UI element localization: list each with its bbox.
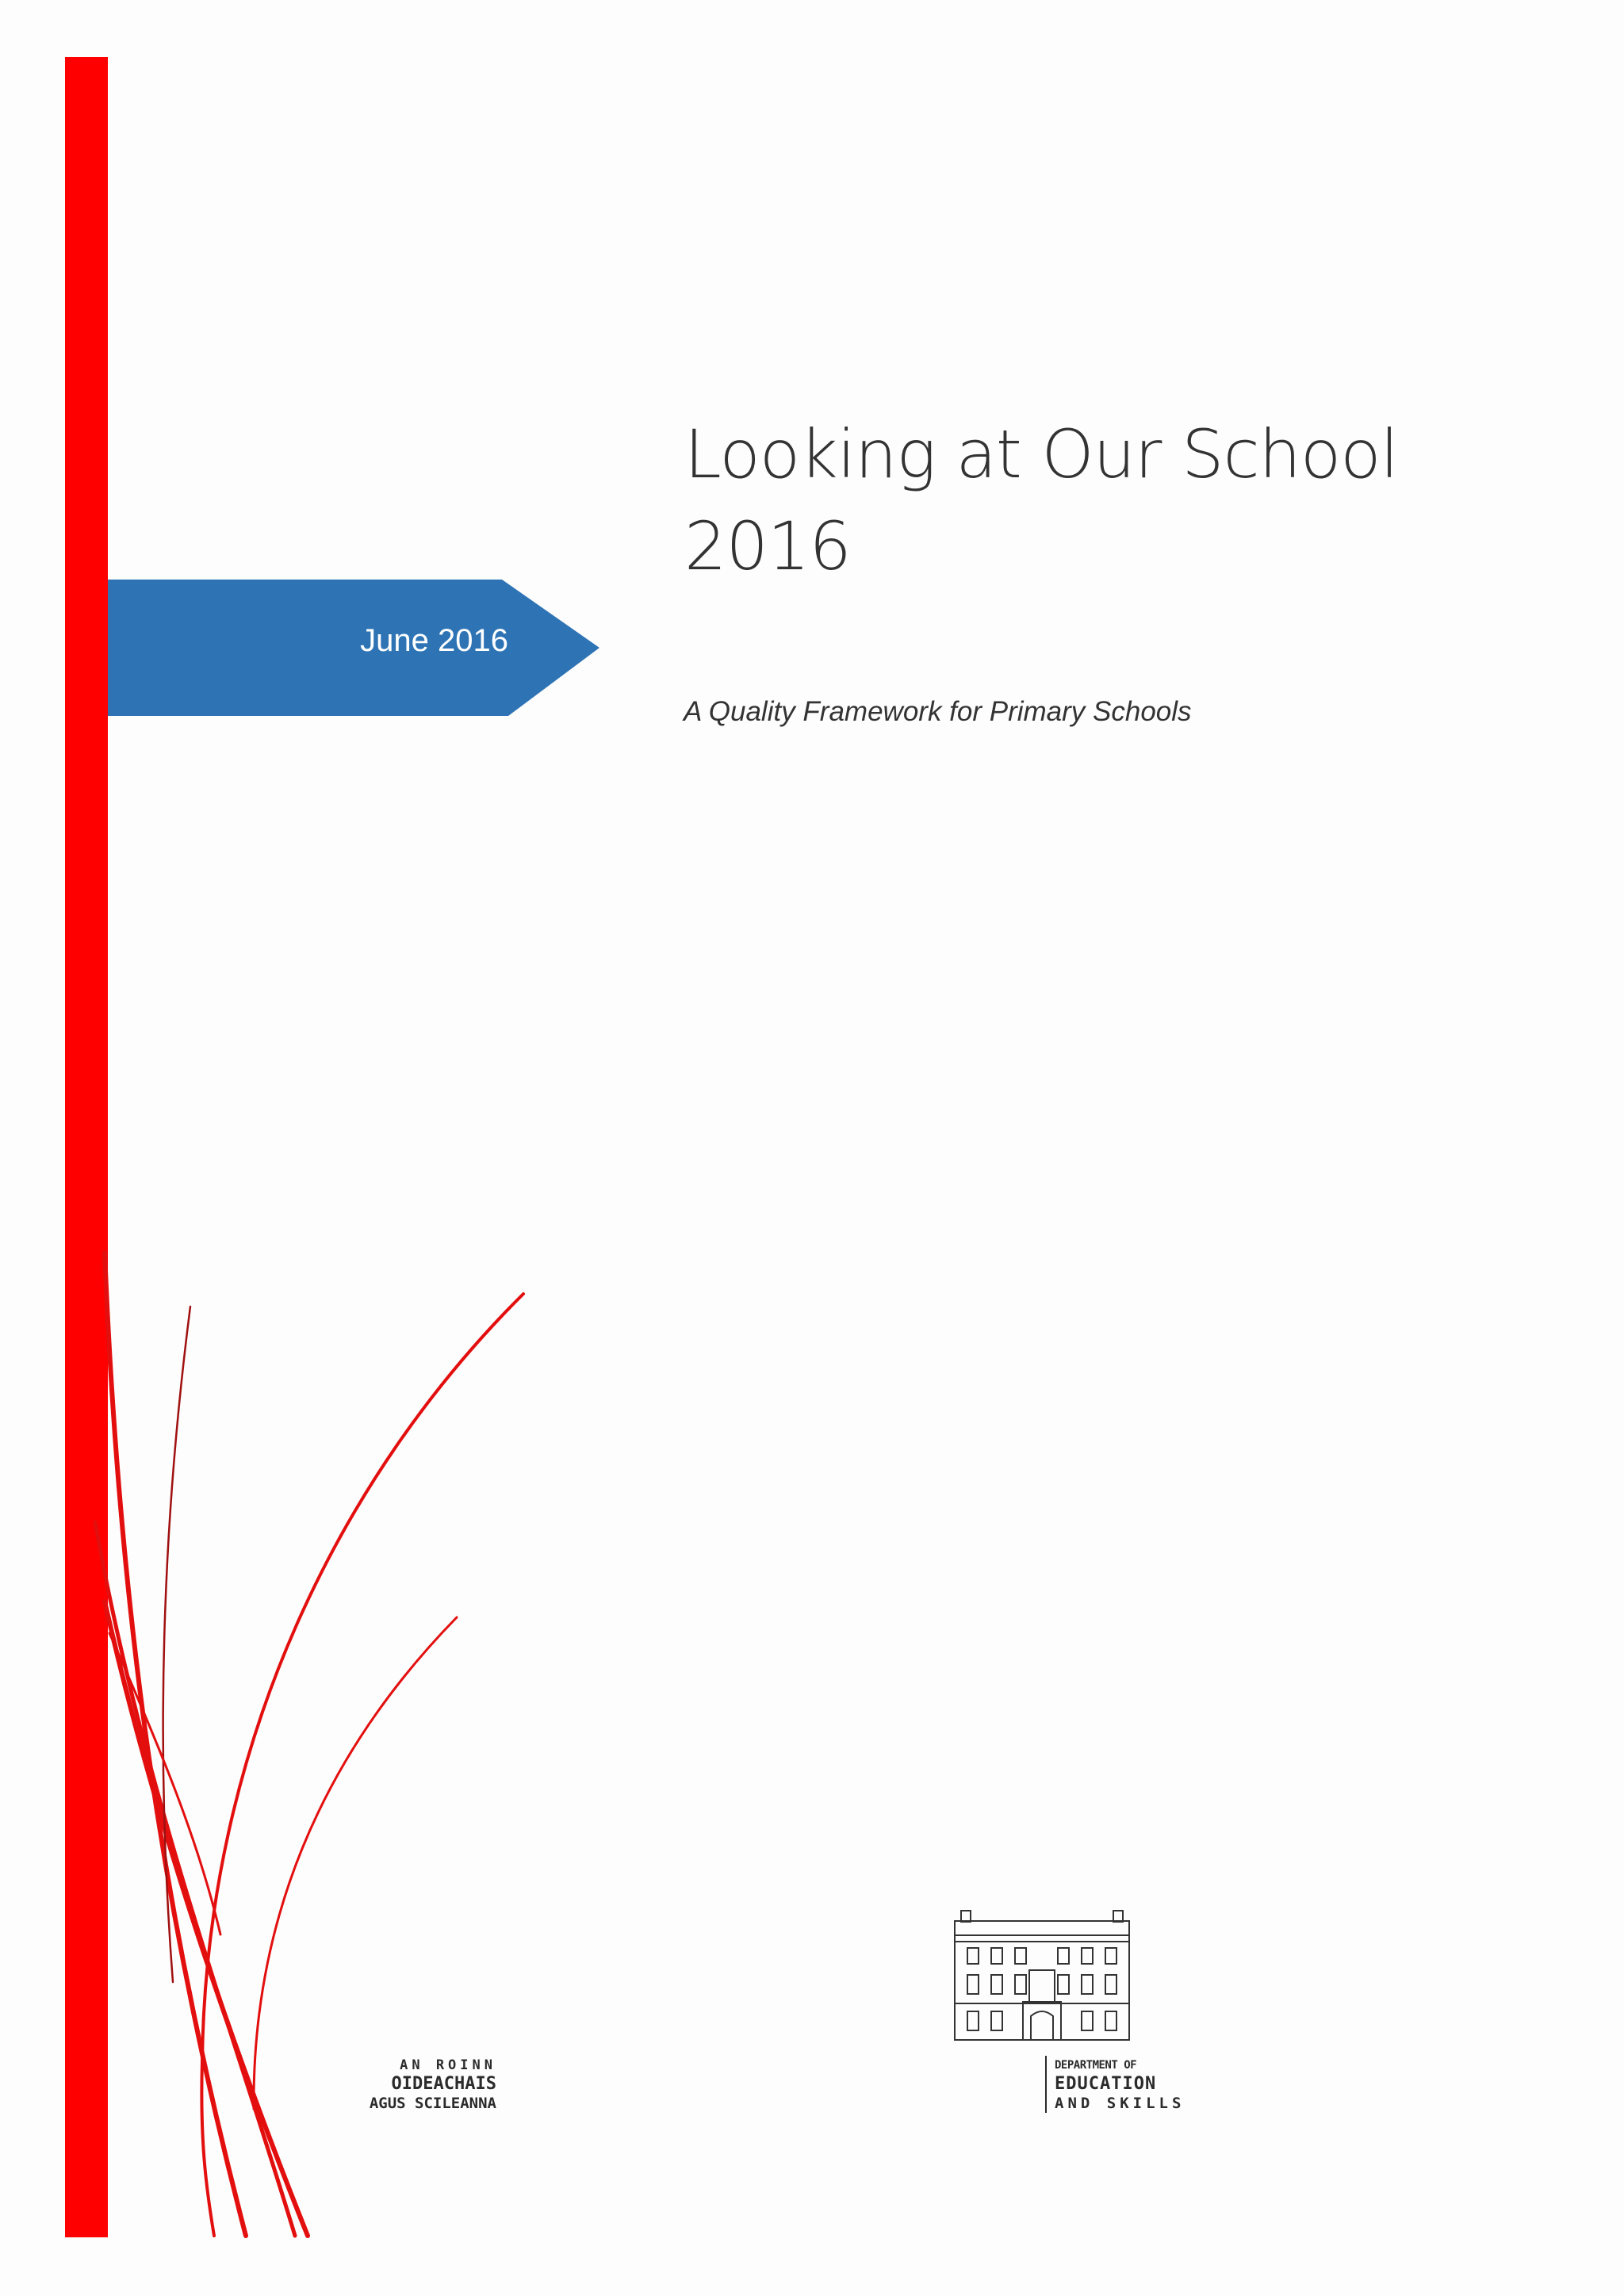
date-label: June 2016 [360, 623, 508, 658]
logo-irish-line-1: AN ROINN [400, 2057, 496, 2073]
logo-irish-text [370, 2056, 496, 2113]
title-line-2: 2016 [684, 507, 851, 585]
logo-divider [1045, 2056, 1047, 2113]
page-subtitle: A Quality Framework for Primary Schools [684, 696, 1192, 727]
logo-english-text [1055, 2056, 1185, 2113]
building-emblem-icon [872, 1907, 1205, 2045]
logo-english-line-1: DEPARTMENT OF [1055, 2059, 1137, 2072]
logo-irish-line-2: OIDEACHAIS [391, 2074, 496, 2094]
title-line-1: Looking at Our School [684, 415, 1399, 493]
page-title [684, 408, 1557, 592]
logo-english-line-3: AND SKILLS [1055, 2095, 1185, 2112]
logo-irish-line-3: AGUS SCILEANNA [369, 2095, 496, 2112]
logo-english-line-2: EDUCATION [1055, 2074, 1157, 2094]
